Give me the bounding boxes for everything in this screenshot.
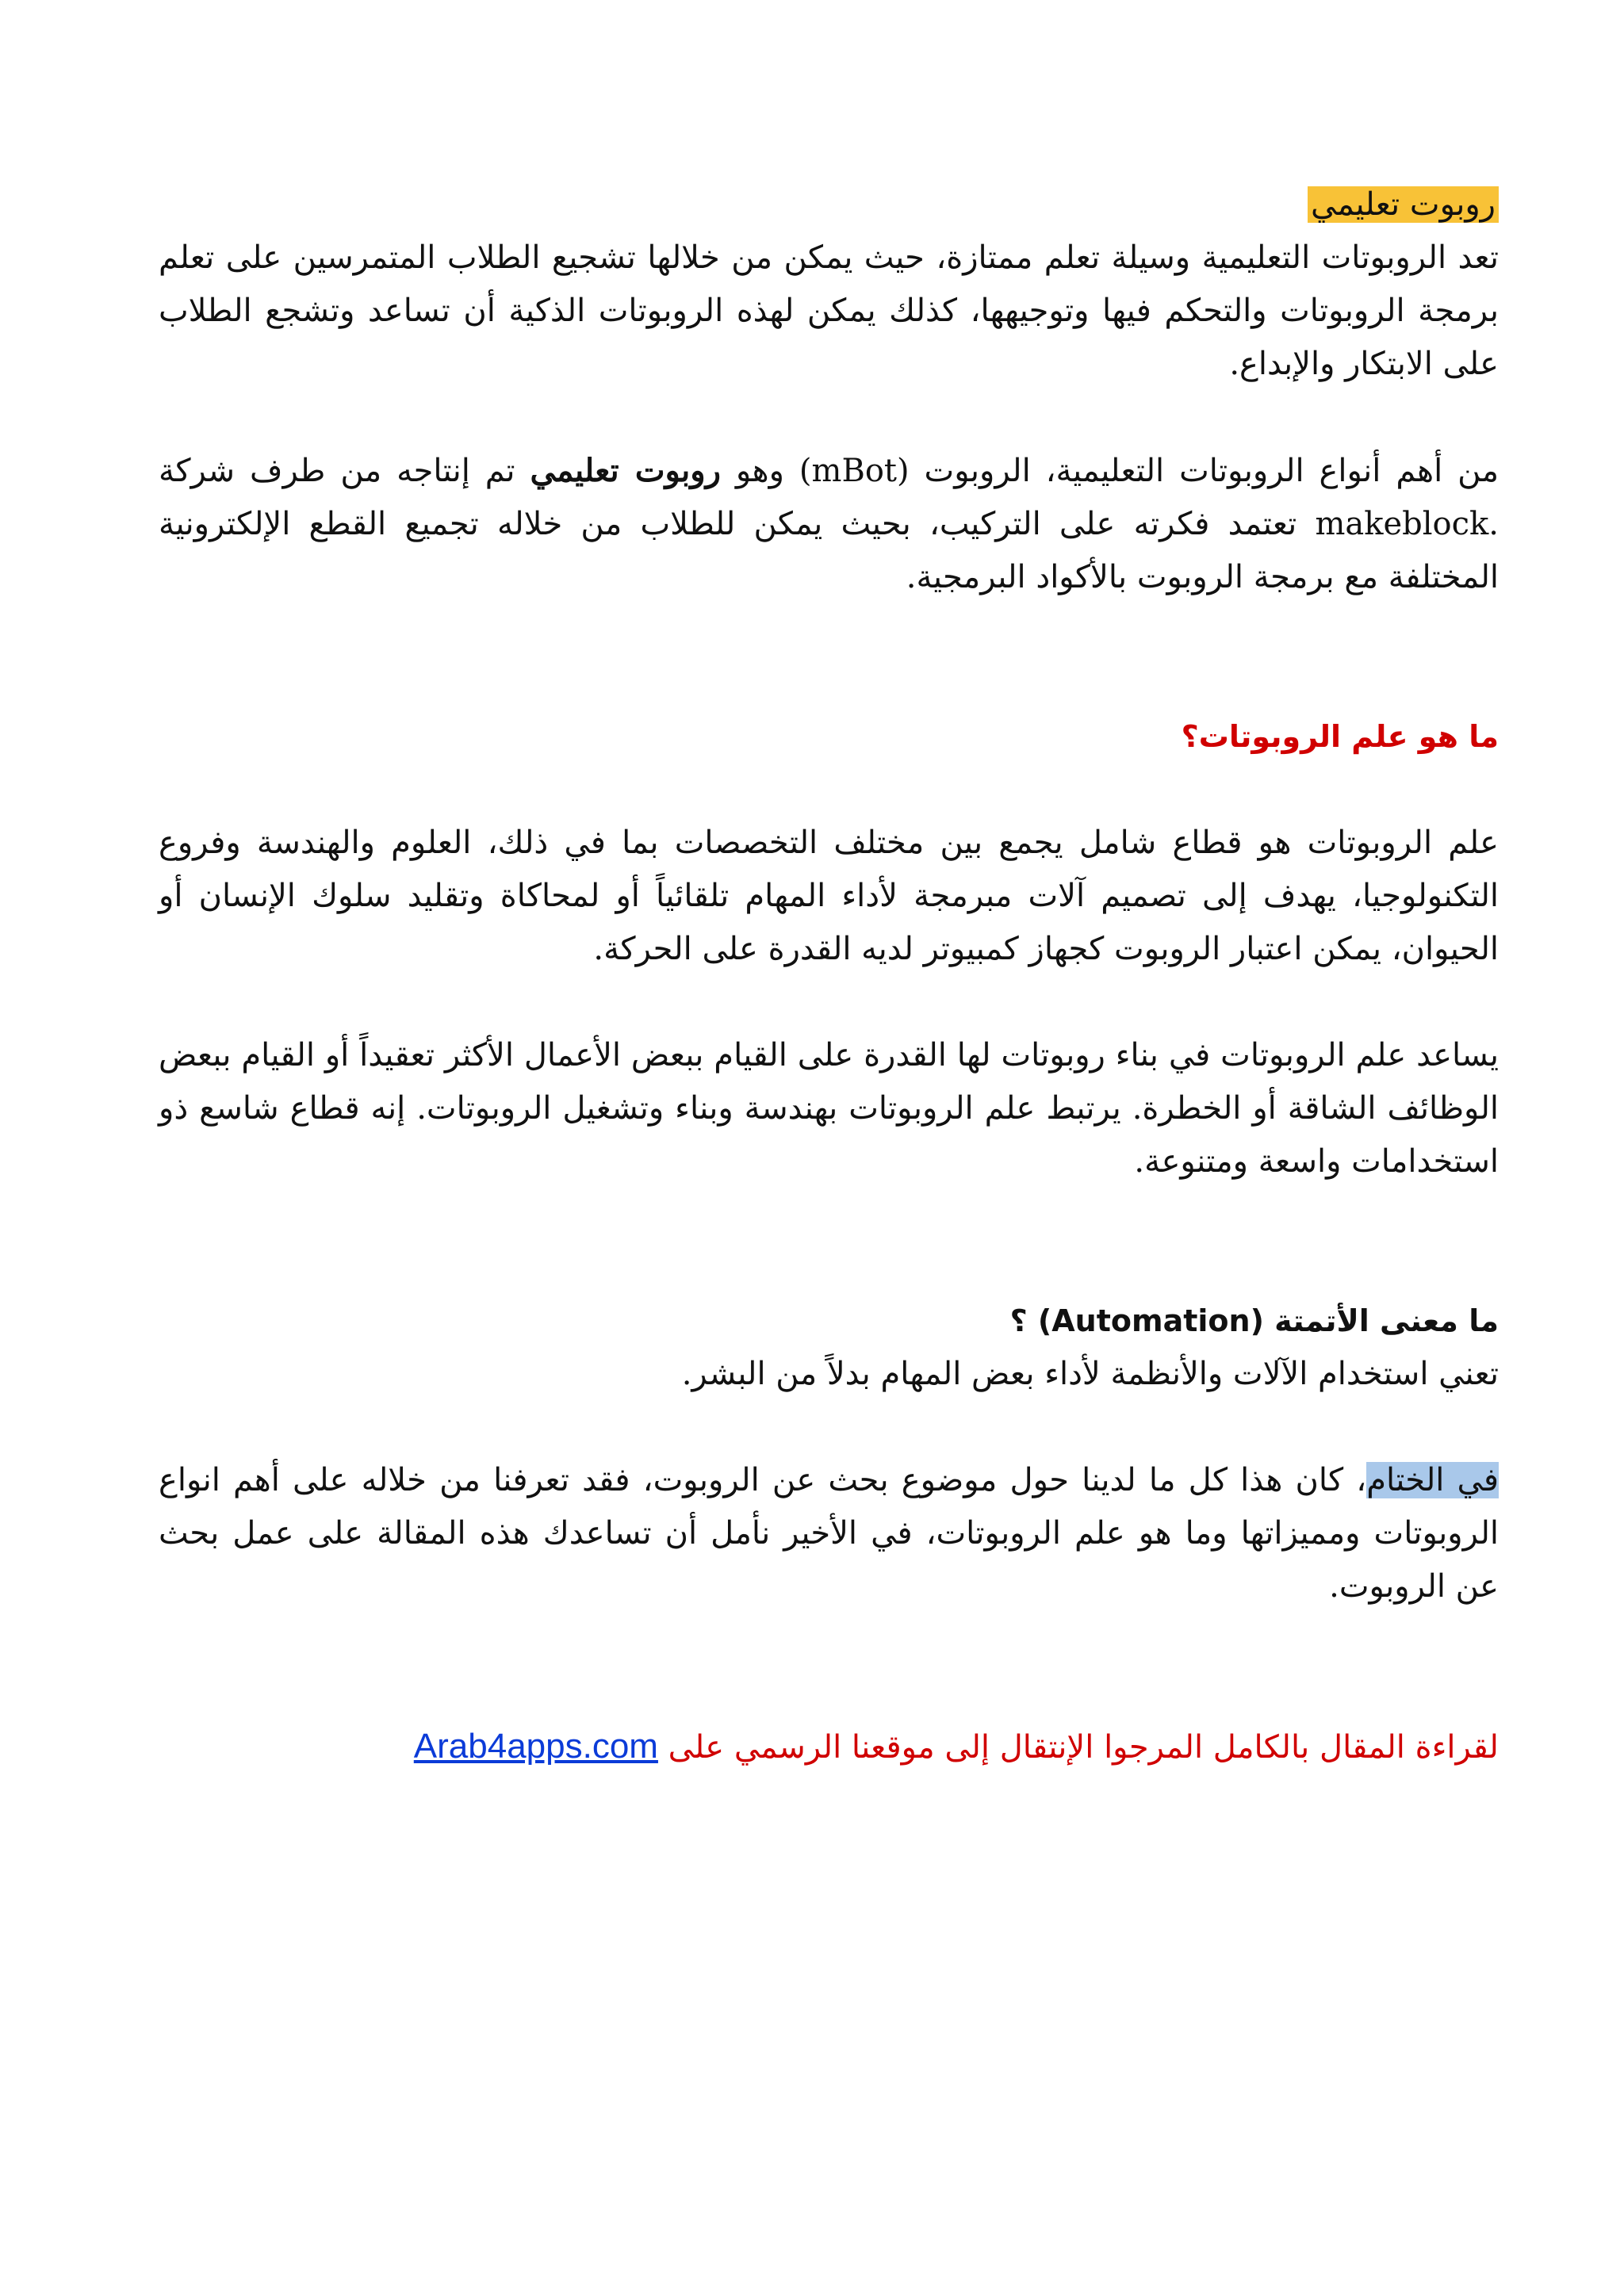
paragraph-mbot-part1: من أهم أنواع الروبوتات التعليمية، الروبوت (mBot) وهو: [720, 453, 1500, 489]
paragraph-mbot-bold: روبوت تعليمي: [530, 452, 721, 489]
heading-automation: ما معنى الأتمتة (Automation) ؟: [1009, 1303, 1499, 1338]
website-link[interactable]: Arab4apps.com: [413, 1727, 658, 1766]
paragraph-intro: تعد الروبوتات التعليمية وسيلة تعلم ممتازة، حيث يمكن من خلالها تشجيع الطلاب المتمرسين على تعلم برمجة الروبوتات والتحكم فيها وتوجيهها، كذلك يمكن لهذه الروبوتات الذكية أن تساعد وتشجع الطلاب على الابتكار والإبداع.: [159, 239, 1499, 382]
paragraph-robotics-definition: علم الروبوتات هو قطاع شامل يجمع بين مختلف التخصصات بما في ذلك، العلوم والهندسة وفروع التكنولوجيا، يهدف إلى تصميم آلات مبرمجة لأداء المهام تلقائياً أو لمحاكاة وتقليد سلوك الإنسان أو الحيوان، يمكن اعتبار الروبوت كجهاز كمبيوتر لديه القدرة على الحركة.: [159, 825, 1499, 967]
blank-line: [159, 1401, 1499, 1454]
paragraph-mbot: [159, 444, 1499, 604]
paragraph-robotics-uses: يساعد علم الروبوتات في بناء روبوتات لها القدرة على القيام ببعض الأعمال الأكثر تعقيداً أو القيام ببعض الوظائف الشاقة أو الخطرة. يرتبط علم الروبوتات بهندسة وبناء وتشغيل الروبوتات. إنه قطاع شاسع ذو استخدامات واسعة ومتنوعة.: [159, 1037, 1499, 1180]
document-body: [159, 178, 1499, 1774]
blank-line: [159, 1188, 1499, 1295]
blank-line: [159, 391, 1499, 444]
document-title: [159, 178, 1499, 232]
footer-text: لقراءة المقال بالكامل المرجوا الإنتقال إلى موقعنا الرسمي على: [668, 1729, 1499, 1766]
selection-highlight: في الختام: [1366, 1462, 1500, 1498]
paragraph-mbot-part2: تم إنتاجه من طرف شركة .makeblock تعتمد فكرته على التركيب، بحيث يمكن للطلاب من خلاله تجميع القطع الإلكترونية المختلفة مع برمجة الروبوت بالأكواد البرمجية.: [159, 453, 1499, 595]
footer-line: [159, 1720, 1499, 1774]
blank-line: [159, 976, 1499, 1029]
title-highlight: روبوت تعليمي: [1308, 186, 1499, 223]
blank-line: [159, 1613, 1499, 1720]
paragraph-conclusion-rest: ، كان هذا كل ما لدينا حول موضوع بحث عن الروبوت، فقد تعرفنا من خلاله على أهم انواع الروبوتات ومميزاتها وما هو علم الروبوتات، في الأخير نأمل أن تساعدك هذه المقالة على عمل بحث عن الروبوت.: [159, 1462, 1499, 1605]
blank-line: [159, 604, 1499, 710]
paragraph-conclusion: [159, 1454, 1499, 1613]
blank-line: [159, 763, 1499, 817]
paragraph-automation: تعني استخدام الآلات والأنظمة لأداء بعض المهام بدلاً من البشر.: [681, 1356, 1499, 1392]
heading-robotics: ما هو علم الروبوتات؟: [1181, 719, 1499, 754]
